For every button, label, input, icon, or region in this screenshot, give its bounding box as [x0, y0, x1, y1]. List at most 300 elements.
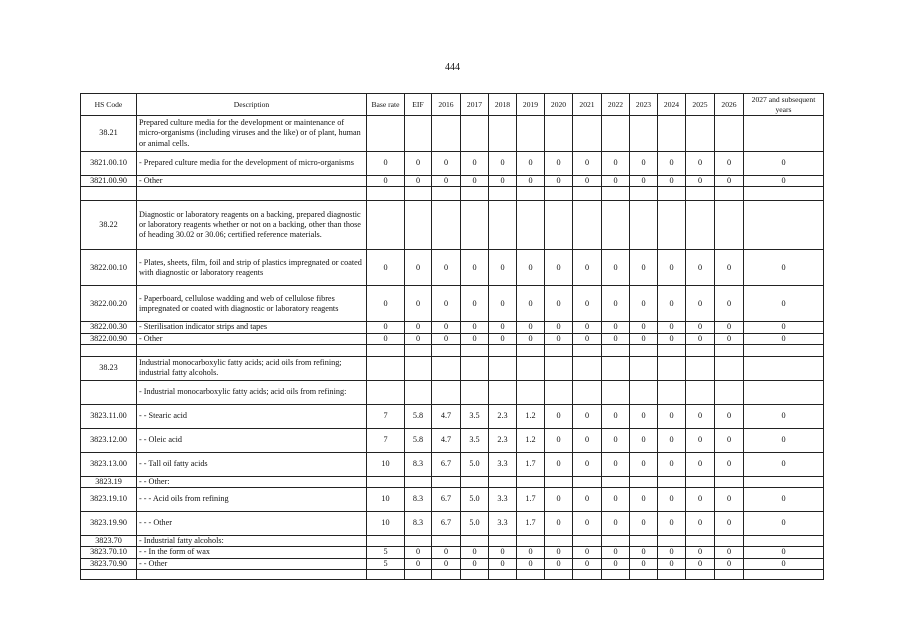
empty-cell [630, 344, 658, 356]
empty-cell [744, 476, 824, 487]
rate-cell: 0 [602, 428, 630, 452]
empty-cell [573, 569, 602, 579]
rate-cell: 0 [367, 176, 405, 187]
rate-cell: 2.3 [489, 428, 517, 452]
empty-cell [573, 201, 602, 250]
hs-code-cell: 3822.00.10 [81, 250, 137, 286]
rate-cell: 0 [715, 250, 744, 286]
rate-cell: 0 [489, 176, 517, 187]
rate-cell: 0 [545, 250, 573, 286]
empty-cell [545, 344, 573, 356]
rate-cell: 0 [545, 286, 573, 322]
empty-cell [658, 201, 686, 250]
empty-cell [489, 569, 517, 579]
empty-cell [81, 187, 137, 201]
empty-cell [658, 569, 686, 579]
empty-cell [744, 201, 824, 250]
table-row [81, 547, 824, 558]
empty-cell [367, 476, 405, 487]
rate-cell: 0 [545, 176, 573, 187]
rate-cell: 0 [489, 333, 517, 344]
rate-cell: 0 [405, 547, 432, 558]
empty-cell [367, 536, 405, 547]
empty-cell [573, 536, 602, 547]
empty-cell [602, 356, 630, 380]
description-cell: - - Stearic acid [137, 404, 367, 428]
empty-cell [461, 187, 489, 201]
rate-cell: 0 [744, 452, 824, 476]
rate-cell: 0 [432, 286, 461, 322]
rate-cell: 0 [686, 488, 715, 512]
rate-cell: 0 [545, 452, 573, 476]
rate-cell: 0 [573, 452, 602, 476]
rate-cell: 0 [461, 250, 489, 286]
empty-cell [715, 344, 744, 356]
rate-cell: 0 [658, 250, 686, 286]
empty-cell [686, 356, 715, 380]
rate-cell: 0 [744, 428, 824, 452]
empty-cell [744, 356, 824, 380]
table-row [81, 452, 824, 476]
rate-cell: 0 [602, 176, 630, 187]
rate-cell: 0 [744, 488, 824, 512]
empty-cell [367, 344, 405, 356]
rate-cell: 0 [573, 404, 602, 428]
rate-cell: 10 [367, 452, 405, 476]
rate-cell: 0 [658, 404, 686, 428]
empty-cell [744, 344, 824, 356]
table-row [81, 333, 824, 344]
hs-code-cell: 38.21 [81, 116, 137, 152]
rate-cell: 5.8 [405, 428, 432, 452]
empty-cell [367, 116, 405, 152]
rate-cell: 5.0 [461, 452, 489, 476]
empty-cell [715, 116, 744, 152]
rate-cell: 0 [517, 250, 545, 286]
empty-cell [573, 187, 602, 201]
empty-cell [715, 380, 744, 404]
rate-cell: 0 [686, 512, 715, 536]
rate-cell: 0 [630, 152, 658, 176]
description-cell: - - - Acid oils from refining [137, 488, 367, 512]
rate-cell: 7 [367, 428, 405, 452]
rate-cell: 0 [630, 428, 658, 452]
table-row [81, 512, 824, 536]
description-cell: Industrial monocarboxylic fatty acids; acid oils from refining; industrial fatty alcohols. [137, 356, 367, 380]
rate-cell: 10 [367, 488, 405, 512]
hs-code-cell: 3823.19.10 [81, 488, 137, 512]
empty-cell [489, 476, 517, 487]
hs-code-cell: 3823.13.00 [81, 452, 137, 476]
header-cell: 2016 [432, 94, 461, 116]
rate-cell: 0 [432, 176, 461, 187]
empty-cell [517, 569, 545, 579]
rate-cell: 3.3 [489, 452, 517, 476]
rate-cell: 0 [489, 152, 517, 176]
empty-cell [744, 569, 824, 579]
description-cell: - Prepared culture media for the development of micro-organisms [137, 152, 367, 176]
rate-cell: 1.7 [517, 488, 545, 512]
table-row [81, 152, 824, 176]
empty-cell [744, 116, 824, 152]
description-cell: - Other [137, 176, 367, 187]
rate-cell: 0 [630, 404, 658, 428]
empty-cell [461, 476, 489, 487]
description-cell: - - In the form of wax [137, 547, 367, 558]
rate-cell: 0 [545, 152, 573, 176]
rate-cell: 0 [744, 322, 824, 333]
description-cell: - Industrial fatty alcohols: [137, 536, 367, 547]
rate-cell: 4.7 [432, 428, 461, 452]
rate-cell: 5.0 [461, 488, 489, 512]
empty-cell [602, 344, 630, 356]
empty-cell [545, 187, 573, 201]
rate-cell: 0 [630, 488, 658, 512]
empty-cell [489, 380, 517, 404]
rate-cell: 0 [715, 452, 744, 476]
rate-cell: 0 [658, 176, 686, 187]
rate-cell: 5 [367, 558, 405, 569]
hs-code-cell: 3823.70.10 [81, 547, 137, 558]
hs-code-cell [81, 380, 137, 404]
rate-cell: 8.3 [405, 488, 432, 512]
empty-cell [602, 187, 630, 201]
rate-cell: 0 [658, 286, 686, 322]
empty-cell [432, 569, 461, 579]
empty-cell [545, 201, 573, 250]
description-cell: - - Tall oil fatty acids [137, 452, 367, 476]
rate-cell: 0 [602, 488, 630, 512]
rate-cell: 0 [517, 322, 545, 333]
empty-cell [715, 187, 744, 201]
empty-cell [432, 356, 461, 380]
rate-cell: 0 [545, 488, 573, 512]
spacer-row [81, 187, 824, 201]
empty-cell [432, 380, 461, 404]
empty-cell [686, 569, 715, 579]
rate-cell: 0 [602, 547, 630, 558]
rate-cell: 0 [367, 250, 405, 286]
empty-cell [602, 201, 630, 250]
rate-cell: 0 [630, 322, 658, 333]
rate-cell: 0 [545, 333, 573, 344]
rate-cell: 0 [573, 286, 602, 322]
empty-cell [686, 116, 715, 152]
hs-code-cell: 3823.12.00 [81, 428, 137, 452]
empty-cell [658, 116, 686, 152]
rate-cell: 0 [715, 428, 744, 452]
rate-cell: 8.3 [405, 452, 432, 476]
rate-cell: 0 [715, 152, 744, 176]
empty-cell [405, 116, 432, 152]
empty-cell [461, 201, 489, 250]
empty-cell [137, 569, 367, 579]
heading-row [81, 536, 824, 547]
description-cell: - Sterilisation indicator strips and tapes [137, 322, 367, 333]
rate-cell: 0 [658, 488, 686, 512]
hs-code-cell: 38.23 [81, 356, 137, 380]
header-row [81, 94, 824, 116]
empty-cell [630, 356, 658, 380]
description-cell: - - Oleic acid [137, 428, 367, 452]
rate-cell: 3.5 [461, 428, 489, 452]
rate-cell: 0 [405, 152, 432, 176]
empty-cell [489, 201, 517, 250]
description-cell: - - - Other [137, 512, 367, 536]
description-cell: - - Other [137, 558, 367, 569]
empty-cell [545, 116, 573, 152]
rate-cell: 0 [489, 558, 517, 569]
description-cell: - Paperboard, cellulose wadding and web of cellulose fibres impregnated or coated with diagnostic or laboratory reagents [137, 286, 367, 322]
table-row [81, 250, 824, 286]
rate-cell: 0 [461, 322, 489, 333]
rate-cell: 0 [602, 152, 630, 176]
table-row [81, 286, 824, 322]
table-row [81, 322, 824, 333]
hs-code-cell: 3821.00.90 [81, 176, 137, 187]
rate-cell: 0 [367, 333, 405, 344]
empty-cell [602, 476, 630, 487]
empty-cell [517, 116, 545, 152]
rate-cell: 3.5 [461, 404, 489, 428]
empty-cell [405, 536, 432, 547]
rate-cell: 0 [489, 322, 517, 333]
rate-cell: 0 [715, 488, 744, 512]
rate-cell: 0 [686, 428, 715, 452]
empty-cell [658, 476, 686, 487]
rate-cell: 0 [602, 512, 630, 536]
empty-cell [715, 536, 744, 547]
rate-cell: 0 [715, 547, 744, 558]
spacer-row [81, 344, 824, 356]
rate-cell: 0 [573, 428, 602, 452]
empty-cell [432, 344, 461, 356]
header-cell: 2020 [545, 94, 573, 116]
rate-cell: 6.7 [432, 488, 461, 512]
empty-cell [517, 344, 545, 356]
rate-cell: 0 [630, 512, 658, 536]
empty-cell [432, 116, 461, 152]
empty-cell [744, 536, 824, 547]
rate-cell: 0 [744, 176, 824, 187]
rate-cell: 0 [715, 322, 744, 333]
rate-cell: 0 [630, 547, 658, 558]
rate-cell: 0 [744, 512, 824, 536]
empty-cell [573, 380, 602, 404]
empty-cell [517, 201, 545, 250]
empty-cell [137, 187, 367, 201]
rate-cell: 0 [517, 333, 545, 344]
page-number: 444 [445, 62, 460, 73]
empty-cell [630, 569, 658, 579]
description-cell: - Plates, sheets, film, foil and strip of plastics impregnated or coated with diagnostic or laboratory reagents [137, 250, 367, 286]
rate-cell: 1.2 [517, 404, 545, 428]
empty-cell [630, 476, 658, 487]
rate-cell: 0 [658, 428, 686, 452]
empty-cell [744, 187, 824, 201]
empty-cell [489, 116, 517, 152]
heading-row [81, 116, 824, 152]
empty-cell [573, 476, 602, 487]
rate-cell: 0 [573, 152, 602, 176]
empty-cell [432, 476, 461, 487]
rate-cell: 0 [461, 558, 489, 569]
empty-cell [715, 476, 744, 487]
empty-cell [602, 380, 630, 404]
header-cell: 2021 [573, 94, 602, 116]
empty-cell [517, 476, 545, 487]
rate-cell: 0 [405, 176, 432, 187]
empty-cell [432, 187, 461, 201]
empty-cell [461, 536, 489, 547]
rate-cell: 0 [573, 176, 602, 187]
empty-cell [432, 201, 461, 250]
rate-cell: 1.2 [517, 428, 545, 452]
empty-cell [489, 536, 517, 547]
rate-cell: 0 [517, 547, 545, 558]
rate-cell: 0 [686, 452, 715, 476]
empty-cell [461, 380, 489, 404]
rate-cell: 3.3 [489, 512, 517, 536]
empty-cell [658, 187, 686, 201]
empty-cell [461, 569, 489, 579]
rate-cell: 0 [573, 512, 602, 536]
empty-cell [715, 201, 744, 250]
header-cell: 2024 [658, 94, 686, 116]
rate-cell: 0 [573, 322, 602, 333]
rate-cell: 0 [686, 176, 715, 187]
empty-cell [658, 344, 686, 356]
rate-cell: 0 [686, 152, 715, 176]
heading-row [81, 356, 824, 380]
rate-cell: 0 [573, 250, 602, 286]
heading-row [81, 201, 824, 250]
rate-cell: 0 [602, 286, 630, 322]
empty-cell [489, 187, 517, 201]
table-row [81, 404, 824, 428]
rate-cell: 0 [686, 558, 715, 569]
hs-code-cell: 3823.19.90 [81, 512, 137, 536]
rate-cell: 0 [405, 250, 432, 286]
rate-cell: 0 [630, 558, 658, 569]
empty-cell [517, 187, 545, 201]
heading-row [81, 380, 824, 404]
description-cell: Prepared culture media for the development or maintenance of micro-organisms (including viruses and the like) or of plant, human or animal cells. [137, 116, 367, 152]
rate-cell: 5 [367, 547, 405, 558]
rate-cell: 0 [573, 333, 602, 344]
rate-cell: 0 [744, 152, 824, 176]
table-row [81, 488, 824, 512]
empty-cell [367, 569, 405, 579]
rate-cell: 0 [602, 558, 630, 569]
header-cell: EIF [405, 94, 432, 116]
rate-cell: 0 [517, 558, 545, 569]
rate-cell: 0 [744, 547, 824, 558]
rate-cell: 0 [602, 250, 630, 286]
rate-cell: 0 [432, 547, 461, 558]
rate-cell: 0 [715, 404, 744, 428]
rate-cell: 0 [658, 333, 686, 344]
rate-cell: 0 [461, 152, 489, 176]
rate-cell: 0 [545, 404, 573, 428]
rate-cell: 0 [461, 176, 489, 187]
rate-cell: 0 [545, 547, 573, 558]
empty-cell [517, 356, 545, 380]
rate-cell: 0 [658, 547, 686, 558]
empty-cell [545, 476, 573, 487]
rate-cell: 0 [715, 176, 744, 187]
empty-cell [686, 344, 715, 356]
rate-cell: 0 [630, 250, 658, 286]
rate-cell: 0 [658, 512, 686, 536]
table-row [81, 558, 824, 569]
rate-cell: 5.0 [461, 512, 489, 536]
rate-cell: 0 [517, 152, 545, 176]
empty-cell [545, 380, 573, 404]
empty-cell [545, 569, 573, 579]
rate-cell: 3.3 [489, 488, 517, 512]
rate-cell: 0 [686, 250, 715, 286]
empty-cell [715, 356, 744, 380]
empty-cell [367, 187, 405, 201]
table-body [81, 116, 824, 580]
rate-cell: 0 [489, 547, 517, 558]
rate-cell: 0 [432, 322, 461, 333]
empty-cell [489, 356, 517, 380]
empty-cell [405, 380, 432, 404]
rate-cell: 0 [658, 322, 686, 333]
empty-cell [686, 476, 715, 487]
empty-cell [461, 116, 489, 152]
rate-cell: 0 [405, 286, 432, 322]
header-cell: 2027 and subsequent years [744, 94, 824, 116]
empty-cell [602, 536, 630, 547]
empty-cell [630, 536, 658, 547]
hs-code-cell: 3821.00.10 [81, 152, 137, 176]
hs-code-cell: 3823.19 [81, 476, 137, 487]
rate-cell: 6.7 [432, 512, 461, 536]
empty-cell [137, 344, 367, 356]
empty-cell [81, 344, 137, 356]
rate-cell: 0 [367, 152, 405, 176]
empty-cell [686, 536, 715, 547]
header-cell: 2018 [489, 94, 517, 116]
rate-cell: 1.7 [517, 512, 545, 536]
rate-cell: 0 [744, 250, 824, 286]
hs-code-cell: 38.22 [81, 201, 137, 250]
empty-cell [405, 187, 432, 201]
rate-cell: 0 [715, 558, 744, 569]
description-cell: - Industrial monocarboxylic fatty acids; acid oils from refining: [137, 380, 367, 404]
header-cell: Base rate [367, 94, 405, 116]
empty-cell [432, 536, 461, 547]
rate-cell: 0 [686, 404, 715, 428]
empty-cell [405, 356, 432, 380]
rate-cell: 0 [573, 558, 602, 569]
rate-cell: 0 [461, 547, 489, 558]
rate-cell: 0 [602, 404, 630, 428]
hs-code-cell: 3823.70 [81, 536, 137, 547]
rate-cell: 0 [715, 286, 744, 322]
empty-cell [658, 536, 686, 547]
rate-cell: 0 [630, 452, 658, 476]
rate-cell: 0 [367, 286, 405, 322]
empty-cell [405, 201, 432, 250]
rate-cell: 0 [545, 512, 573, 536]
empty-cell [461, 344, 489, 356]
rate-cell: 0 [686, 547, 715, 558]
rate-cell: 0 [432, 333, 461, 344]
